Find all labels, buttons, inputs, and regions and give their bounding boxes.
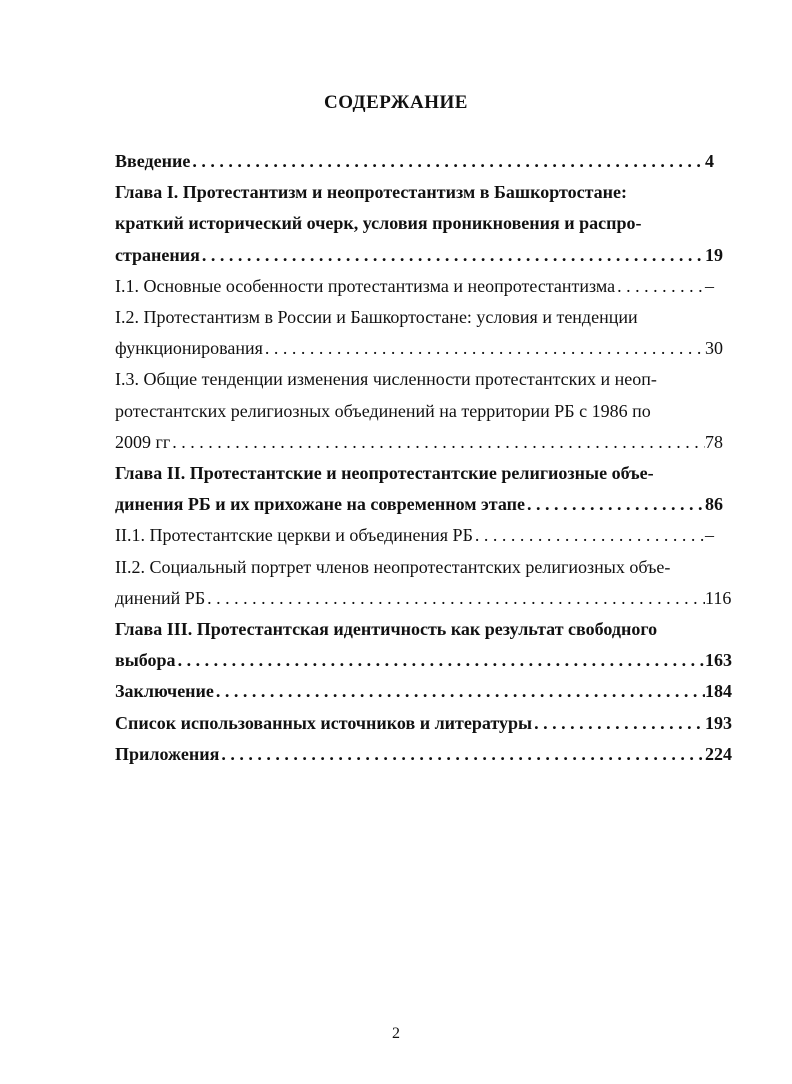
toc-entry-text: странения — [115, 244, 200, 265]
toc-entry-text: ротестантских религиозных объединений на территории РБ с 1986 по — [115, 400, 651, 421]
dot-leader — [205, 585, 705, 611]
toc-entry-page: 163 — [705, 650, 732, 671]
dot-leader — [190, 148, 705, 174]
toc-entry-line — [115, 148, 705, 174]
toc-entry-text: функционирования — [115, 338, 263, 359]
toc-entry-text: I.2. Протестантизм в России и Башкортостане: условия и тенденции — [115, 307, 638, 327]
toc-entry-line — [115, 522, 705, 548]
toc-entry-page: – — [705, 275, 714, 296]
toc-entry-line — [115, 647, 705, 673]
toc-entry-line — [115, 710, 705, 736]
dot-leader — [170, 429, 705, 455]
dot-leader — [263, 335, 705, 361]
toc-entry-text: II.2. Социальный портрет членов неопротестантских религиозных объе- — [115, 556, 671, 577]
toc-entry-line — [115, 678, 705, 704]
toc-entry-text: краткий исторический очерк, условия проникновения и распро- — [115, 213, 642, 234]
toc-entry-text: II.1. Протестантские церкви и объединения РБ — [115, 525, 473, 546]
toc-entry-text: динений РБ — [115, 587, 206, 608]
toc-entry-line — [115, 741, 705, 767]
dot-leader — [176, 647, 705, 673]
toc-entry-page: 116 — [705, 587, 732, 608]
toc-entry-page: 184 — [705, 681, 732, 702]
toc-entry-page: 78 — [705, 431, 723, 452]
toc-entry-page: 19 — [705, 244, 723, 265]
toc-entry-text: динения РБ и их прихожане на современном этапе — [115, 494, 525, 515]
dot-leader — [200, 242, 705, 268]
toc-entry-line — [115, 273, 705, 299]
toc-entry-page: 30 — [705, 338, 723, 359]
toc-entry-text: Приложения — [115, 743, 220, 764]
toc-entry-line — [115, 242, 705, 268]
toc-entry-text: Глава III. Протестантская идентичность как результат свободного — [115, 619, 658, 639]
toc-entry-page: 86 — [705, 494, 723, 515]
toc-entry-line — [115, 585, 705, 611]
dot-leader — [219, 741, 705, 767]
page-title: СОДЕРЖАНИЕ — [324, 92, 468, 113]
toc-entry-line — [115, 491, 705, 517]
page-number: 2 — [392, 1025, 400, 1042]
dot-leader — [214, 678, 705, 704]
dot-leader — [532, 710, 705, 736]
toc-entry-page: 224 — [705, 743, 732, 764]
toc-entry-line — [115, 429, 705, 455]
toc-entry-text: Заключение — [115, 681, 214, 702]
toc-entry-text: I.3. Общие тенденции изменения численности протестантских и неоп- — [115, 369, 657, 390]
toc-entry-line — [115, 335, 705, 361]
toc-entry-text: Введение — [115, 151, 191, 171]
toc-entry-text: Глава II. Протестантские и неопротестантские религиозные объе- — [115, 463, 654, 483]
toc-entry-text: выбора — [115, 650, 176, 671]
toc-entry-text: Список использованных источников и литературы — [115, 712, 533, 733]
toc-entry-page: 193 — [705, 712, 732, 733]
toc-entry-text: I.1. Основные особенности протестантизма и неопротестантизма — [115, 275, 616, 296]
dot-leader — [473, 522, 705, 548]
toc-entry-page: – — [705, 525, 714, 546]
toc-entry-page: 4 — [705, 151, 714, 171]
toc-entry-text: 2009 гг — [115, 431, 171, 452]
toc-entry-text: Глава I. Протестантизм и неопротестантизм в Башкортостане: — [115, 182, 627, 203]
dot-leader — [525, 491, 705, 517]
dot-leader — [615, 273, 705, 299]
